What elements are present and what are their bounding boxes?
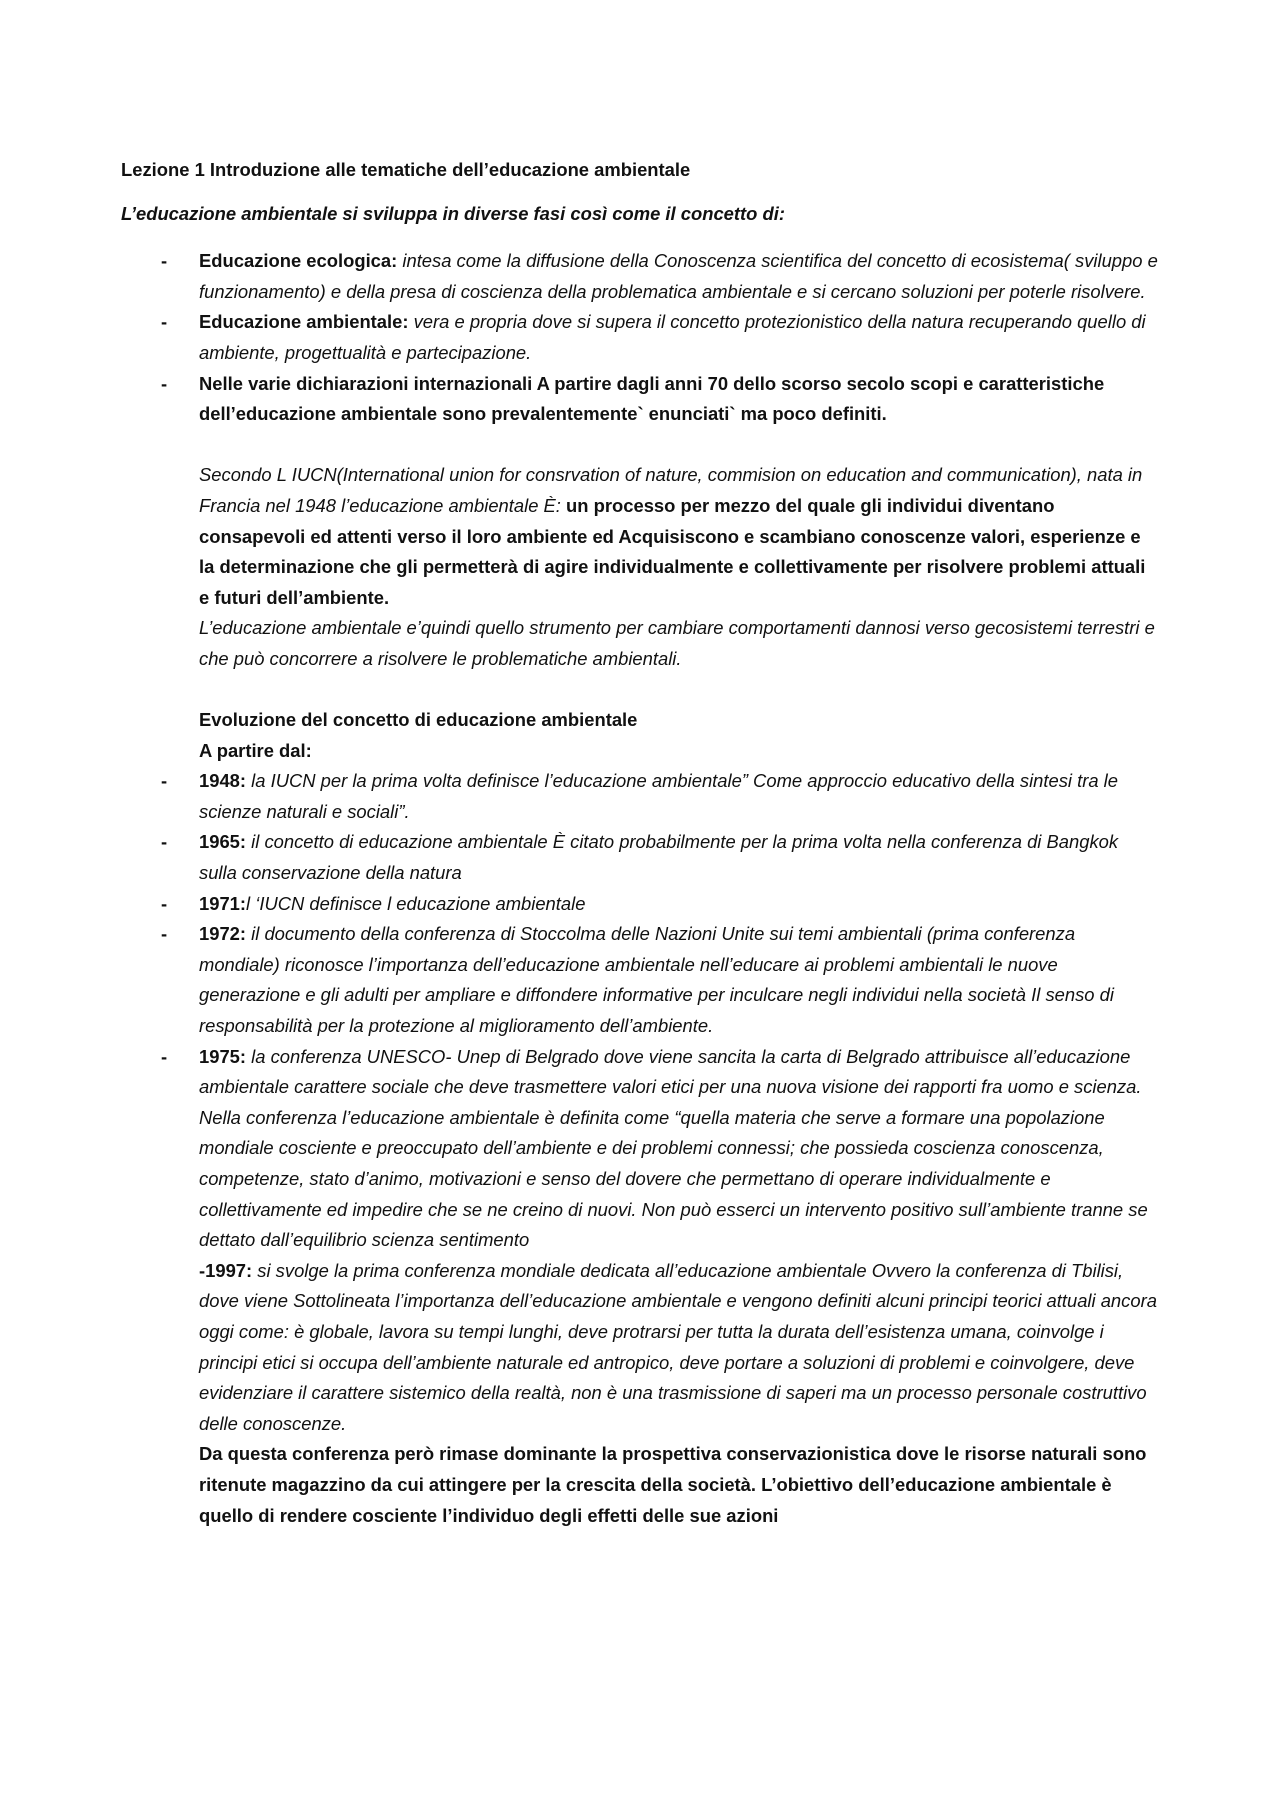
timeline-year: 1972:	[199, 923, 247, 945]
item-term: Nelle varie dichiarazioni internazionali A partire dagli anni 70 dello scorso secolo scopi e caratteristiche dell’educazione ambientale sono prevalentemente` enunciati` ma poco definiti.	[199, 372, 1105, 425]
section-heading: Evoluzione del concetto di educazione ambientale	[199, 709, 638, 731]
definitions-list	[121, 246, 1160, 430]
list-item	[121, 246, 1160, 307]
timeline-item-1975	[121, 1042, 1160, 1256]
timeline-item-1997	[121, 1256, 1160, 1440]
iucn-lead: Secondo L IUCN(International union for consrvation of nature, commision on education and communication), nata in Francia nel 1948 l’educazione ambientale È:	[199, 464, 1143, 516]
bullet-dash: -	[161, 831, 168, 853]
section-subheading: A partire dal:	[199, 739, 312, 761]
timeline-text: il documento della conferenza di Stoccolma delle Nazioni Unite sui temi ambientali (prima conferenza mondiale) riconosce l’importanza dell’educazione ambientale nell’educare ai problemi ambientali le nuove generazione e gli adulti per ampliare e diffondere informative per inculcare negli individui nella società Il senso di responsabilità per la protezione al miglioramento dell’ambiente.	[199, 923, 1114, 1037]
item-text: intesa come la diffusione della Conoscenza scientifica del concetto di ecosistema( sviluppo e funzionamento) e della presa di coscienza della problematica ambientale e si cercano soluzioni per poterle risolvere.	[199, 250, 1158, 302]
iucn-definition	[121, 460, 1160, 613]
timeline-text: la IUCN per la prima volta definisce l’educazione ambientale” Come approccio educativo della sintesi tra le scienze naturali e sociali”.	[199, 770, 1118, 822]
timeline-year: 1975:	[199, 1045, 247, 1067]
list-item	[121, 369, 1160, 430]
spacer	[121, 430, 1160, 461]
intro-line: L’educazione ambientale si sviluppa in diverse fasi così come il concetto di:	[121, 202, 785, 224]
item-term: Educazione ambientale:	[199, 311, 409, 333]
timeline-year: 1948:	[199, 770, 247, 792]
timeline-item-1972	[121, 919, 1160, 1041]
timeline-item-1948	[121, 766, 1160, 827]
iucn-bold: un processo per mezzo del quale gli individui diventano consapevoli ed attenti verso il loro ambiente ed Acquisiscono e scambiano conoscenze valori, esperienze e la determinazione che gli permetterà di agire individualmente e collettivamente per risolvere problemi attuali e futuri dell’ambiente.	[199, 494, 1146, 608]
timeline-text: il concetto di educazione ambientale È citato probabilmente per la prima volta nella conferenza di Bangkok sulla conservazione della natura	[199, 831, 1119, 884]
bullet-dash: -	[161, 892, 168, 914]
timeline-text: si svolge la prima conferenza mondiale dedicata all’educazione ambientale Ovvero la conferenza di Tbilisi, dove viene Sottolineata l’importanza dell’educazione ambientale e vengono definiti alcuni principi teorici attuali ancora oggi come: è globale, lavora su tempi lunghi, deve protrarsi per tutta la durata dell’esistenza umana, coinvolge i principi etici si occupa dell’ambiente naturale ed antropico, deve portare a soluzioni di problemi e coinvolgere, deve evidenziare il carattere sistemico della realtà, non è una trasmissione di saperi ma un processo personale costruttivo delle conoscenze.	[199, 1259, 1157, 1434]
bullet-dash: -	[161, 250, 168, 272]
bullet-dash: -	[161, 1045, 168, 1067]
item-term: Educazione ecologica:	[199, 250, 398, 272]
timeline-year: 1965:	[199, 831, 247, 853]
list-item	[121, 307, 1160, 368]
bullet-dash: -	[161, 311, 168, 333]
closing-paragraph: Da questa conferenza però rimase dominante la prospettiva conservazionistica dove le risorse naturali sono ritenute magazzino da cui attingere per la crescita della società. L’obiettivo dell’educazione ambientale è quello di rendere cosciente l’individuo degli effetti delle sue azioni	[199, 1443, 1147, 1526]
timeline-list	[121, 766, 1160, 1256]
timeline-text: la conferenza UNESCO- Unep di Belgrado dove viene sancita la carta di Belgrado attribuisce all’educazione ambientale carattere sociale che deve trasmettere valori etici per una nuova visione dei rapporti fra uomo e scienza. Nella conferenza l’educazione ambientale è definita come “quella materia che serve a formare una popolazione mondiale cosciente e preoccupato dell’ambiente e dei problemi connessi; che possieda coscienza conoscenza, competenze, stato d’animo, motivazioni e senso del dovere che permettano di operare individualmente e collettivamente ed impedire che se ne creino di nuovi. Non può esserci un intervento positivo sull’ambiente tranne se dettato dall’equilibrio scienza sentimento	[199, 1045, 1148, 1251]
page-title: Lezione 1 Introduzione alle tematiche dell’educazione ambientale	[121, 159, 691, 180]
item-text: vera e propria dove si supera il concetto protezionistico della natura recuperando quello di ambiente, progettualità e partecipazione.	[199, 311, 1146, 363]
timeline-year: 1971:	[199, 892, 247, 914]
spacer	[121, 675, 1160, 706]
iucn-tail: L’educazione ambientale e’quindi quello strumento per cambiare comportamenti dannosi verso gecosistemi terrestri e che può concorrere a risolvere le problematiche ambientali.	[199, 617, 1155, 669]
timeline-text: l ‘IUCN definisce l educazione ambientale	[246, 892, 586, 914]
bullet-dash: -	[161, 372, 168, 394]
timeline-year: -1997:	[199, 1259, 253, 1281]
timeline-item-1971	[121, 889, 1160, 920]
bullet-dash: -	[161, 923, 168, 945]
timeline-item-1965	[121, 827, 1160, 888]
bullet-dash: -	[161, 770, 168, 792]
